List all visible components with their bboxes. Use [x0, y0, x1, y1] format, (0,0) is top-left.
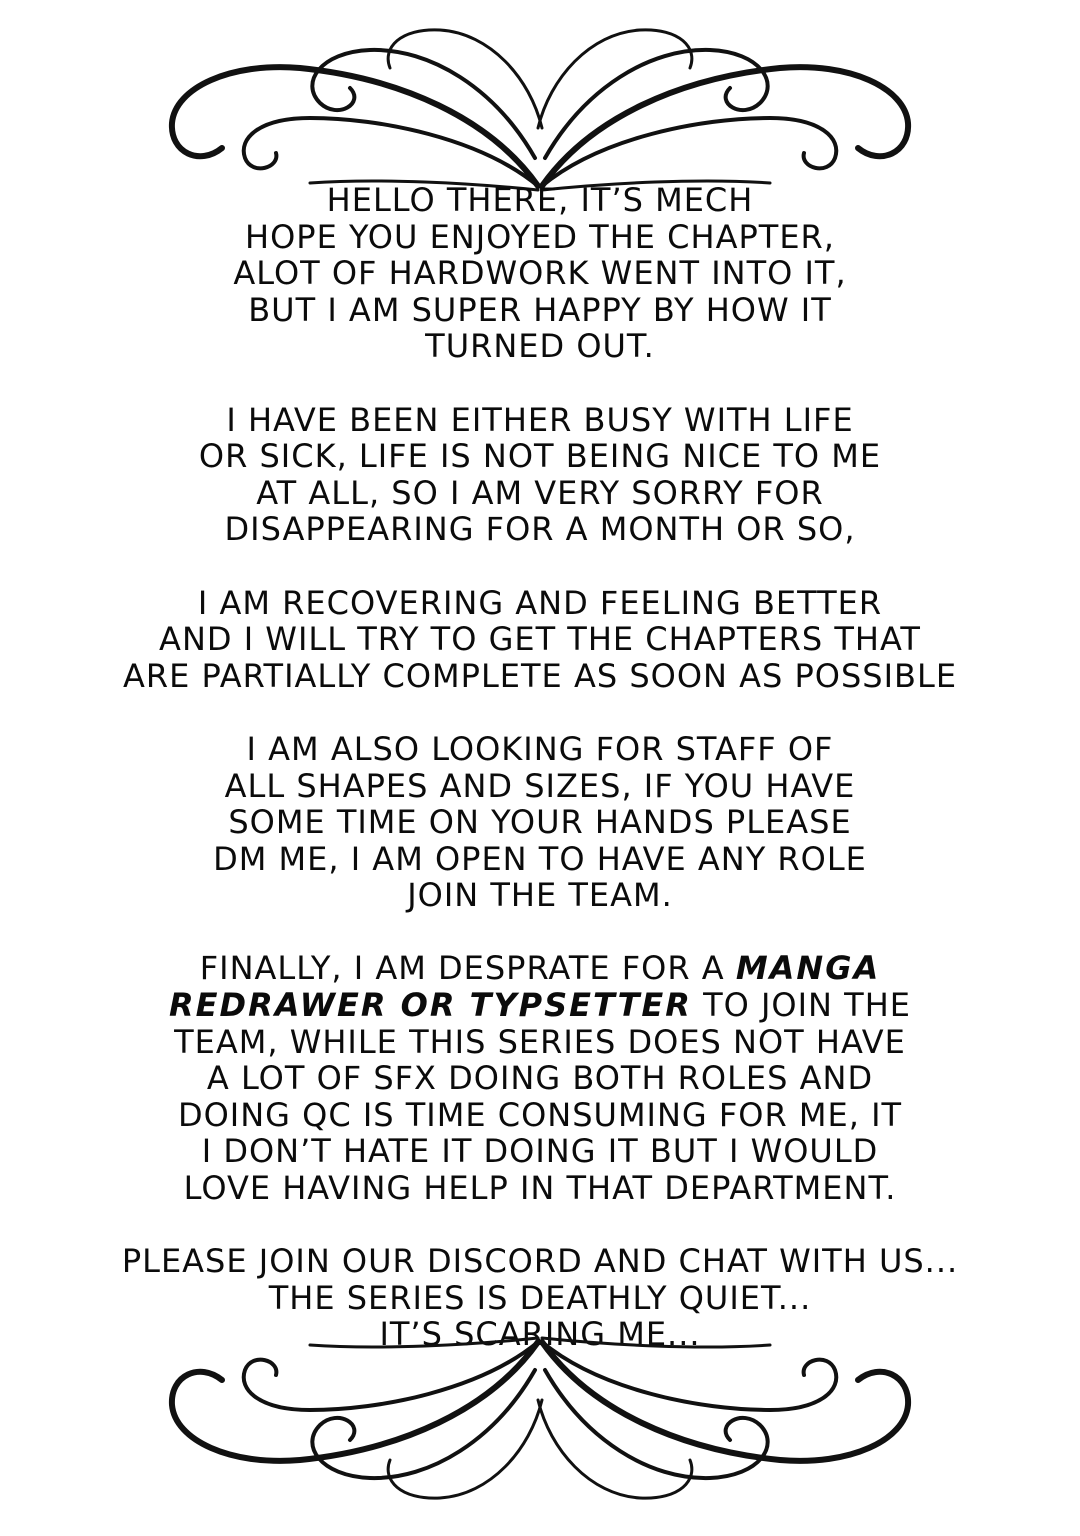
paragraph-greeting [40, 182, 1040, 365]
letter-body [40, 182, 1040, 1353]
text-fragment: FINALLY, I AM DESPRATE FOR A [199, 949, 736, 988]
text-line: THE SERIES IS DEATHLY QUIET... [268, 1278, 812, 1317]
text-line: I HAVE BEEN EITHER BUSY WITH LIFE [226, 400, 854, 439]
paragraph-recovery [40, 585, 1040, 695]
text-line: LOVE HAVING HELP IN THAT DEPARTMENT. [183, 1169, 897, 1208]
text-fragment: TO JOIN THE [691, 986, 911, 1025]
text-line: DISAPPEARING FOR A MONTH OR SO, [224, 510, 856, 549]
text-line: I AM ALSO LOOKING FOR STAFF OF [246, 729, 834, 768]
paragraph-redrawer-request [40, 950, 1040, 1206]
text-line [40, 950, 1040, 987]
text-line: ALL SHAPES AND SIZES, IF YOU HAVE [224, 766, 856, 805]
text-line: TEAM, WHILE THIS SERIES DOES NOT HAVE [174, 1022, 906, 1061]
emphasis-manga: MANGA [735, 949, 881, 988]
text-line: I DON’T HATE IT DOING IT BUT I WOULD [201, 1132, 879, 1171]
text-line: AT ALL, SO I AM VERY SORRY FOR [256, 473, 824, 512]
text-line: AND I WILL TRY TO GET THE CHAPTERS THAT [159, 620, 921, 659]
text-line: OR SICK, LIFE IS NOT BEING NICE TO ME [198, 437, 882, 476]
text-line: TURNED OUT. [425, 327, 655, 366]
text-line: IT’S SCARING ME... [379, 1315, 701, 1354]
bottom-flourish-icon [150, 1330, 930, 1520]
text-line: DM ME, I AM OPEN TO HAVE ANY ROLE [213, 839, 867, 878]
text-line: HELLO THERE, IT’S MECH [326, 181, 754, 219]
text-line: HOPE YOU ENJOYED THE CHAPTER, [245, 217, 835, 256]
text-line: I AM RECOVERING AND FEELING BETTER [197, 583, 883, 622]
text-line: BUT I AM SUPER HAPPY BY HOW IT [248, 290, 832, 329]
top-flourish-icon [150, 8, 930, 198]
paragraph-staff-call [40, 731, 1040, 914]
text-line: A LOT OF SFX DOING BOTH ROLES AND [206, 1059, 874, 1098]
text-line: DOING QC IS TIME CONSUMING FOR ME, IT [177, 1095, 903, 1134]
text-line: ALOT OF HARDWORK WENT INTO IT, [233, 254, 847, 293]
text-line: ARE PARTIALLY COMPLETE AS SOON AS POSSIBLE [122, 656, 958, 695]
paragraph-apology [40, 402, 1040, 548]
text-line [40, 987, 1040, 1024]
text-line: PLEASE JOIN OUR DISCORD AND CHAT WITH US... [121, 1242, 959, 1281]
text-line: SOME TIME ON YOUR HANDS PLEASE [228, 803, 852, 842]
emphasis-roles: REDRAWER OR TYPSETTER [169, 986, 692, 1025]
text-line: JOIN THE TEAM. [407, 876, 673, 915]
